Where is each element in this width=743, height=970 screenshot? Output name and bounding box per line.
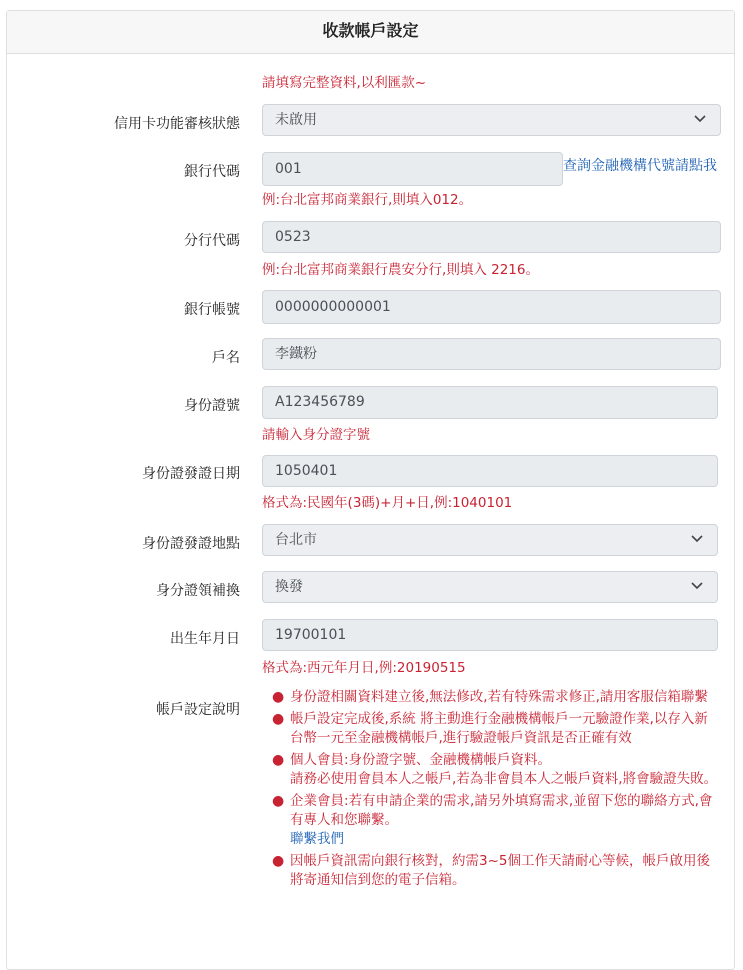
id-reissue-value: 換發 [275, 579, 303, 595]
id-issue-date-hint: 格式為:民國年(3碼)+月+日,例:1040101 [262, 495, 513, 511]
list-item [270, 710, 720, 748]
branch-code-label: 分行代碼 [184, 233, 240, 249]
birth-date-input[interactable] [262, 619, 718, 651]
note-text: 個人會員:身份證字號、金融機構帳戶資料。 [290, 752, 552, 768]
id-reissue-label: 身分證領補換 [156, 583, 240, 599]
notes-list [270, 688, 720, 893]
branch-code-input[interactable] [262, 221, 721, 253]
id-issue-place-select[interactable] [262, 524, 718, 556]
contact-us-link[interactable]: 聯繫我們 [290, 831, 344, 847]
notes-label: 帳戶設定說明 [156, 702, 240, 718]
id-issue-date-label: 身份證發證日期 [142, 466, 240, 482]
bullet-icon: ● [272, 793, 285, 809]
bank-code-label: 銀行代碼 [184, 164, 240, 180]
account-name-label: 戶名 [212, 350, 240, 366]
chevron-down-icon [694, 105, 708, 135]
id-reissue-select[interactable] [262, 571, 718, 603]
branch-code-value: 0523 [275, 229, 311, 245]
bullet-icon: ● [272, 711, 285, 727]
bullet-icon: ● [272, 752, 285, 768]
page-title: 收款帳戶設定 [7, 11, 734, 54]
list-item [270, 688, 720, 707]
note-subtext: 請務必使用會員本人之帳戶,若為非會員本人之帳戶資料,將會驗證失敗。 [290, 771, 718, 787]
list-item [270, 792, 720, 849]
id-issue-date-input[interactable] [262, 455, 718, 487]
note-text: 企業會員:若有申請企業的需求,請另外填寫需求,並留下您的聯絡方式,會有專人和您聯繫。 [290, 793, 713, 828]
bullet-icon: ● [272, 853, 285, 869]
credit-review-value: 未啟用 [275, 112, 317, 128]
account-number-value: 0000000000001 [275, 299, 391, 315]
credit-review-select[interactable] [262, 104, 721, 136]
birth-date-value: 19700101 [275, 627, 347, 643]
chevron-down-icon [691, 572, 705, 602]
id-number-label: 身份證號 [184, 398, 240, 414]
id-number-input[interactable] [262, 386, 718, 419]
bullet-icon: ● [272, 689, 285, 705]
bank-code-value: 001 [275, 161, 302, 177]
note-text: 因帳戶資訊需向銀行核對，約需3~5個工作天請耐心等候，帳戶啟用後將寄通知信到您的電子信箱。 [290, 853, 710, 888]
branch-code-hint: 例:台北富邦商業銀行農安分行,則填入 2216。 [262, 262, 539, 278]
bank-code-lookup-link[interactable]: 查詢金融機構代號請點我 [563, 158, 717, 174]
note-text: 帳戶設定完成後,系統 將主動進行金融機構帳戶一元驗證作業,以存入新台幣一元至金融機構帳戶,進行驗證帳戶資訊是否正確有效 [290, 711, 708, 746]
list-item [270, 852, 720, 890]
birth-date-label: 出生年月日 [170, 631, 240, 647]
id-number-hint: 請輸入身分證字號 [262, 427, 370, 443]
id-issue-place-value: 台北市 [275, 532, 317, 548]
account-name-value: 李鐵粉 [275, 346, 317, 362]
note-text: 身份證相關資料建立後,無法修改,若有特殊需求修正,請用客服信箱聯繫 [290, 689, 708, 705]
birth-date-hint: 格式為:西元年月日,例:20190515 [262, 660, 466, 676]
account-number-label: 銀行帳號 [184, 302, 240, 318]
account-number-input[interactable] [262, 290, 721, 324]
id-issue-date-value: 1050401 [275, 463, 338, 479]
chevron-down-icon [691, 525, 705, 555]
credit-review-label: 信用卡功能審核狀態 [114, 116, 240, 132]
id-issue-place-label: 身份證發證地點 [142, 536, 240, 552]
bank-code-input[interactable] [262, 152, 563, 186]
form-notice: 請填寫完整資料,以利匯款~ [262, 75, 427, 91]
list-item [270, 751, 720, 789]
bank-code-hint: 例:台北富邦商業銀行,則填入012。 [262, 192, 473, 208]
account-name-input[interactable] [262, 338, 721, 370]
id-number-value: A123456789 [275, 394, 365, 410]
